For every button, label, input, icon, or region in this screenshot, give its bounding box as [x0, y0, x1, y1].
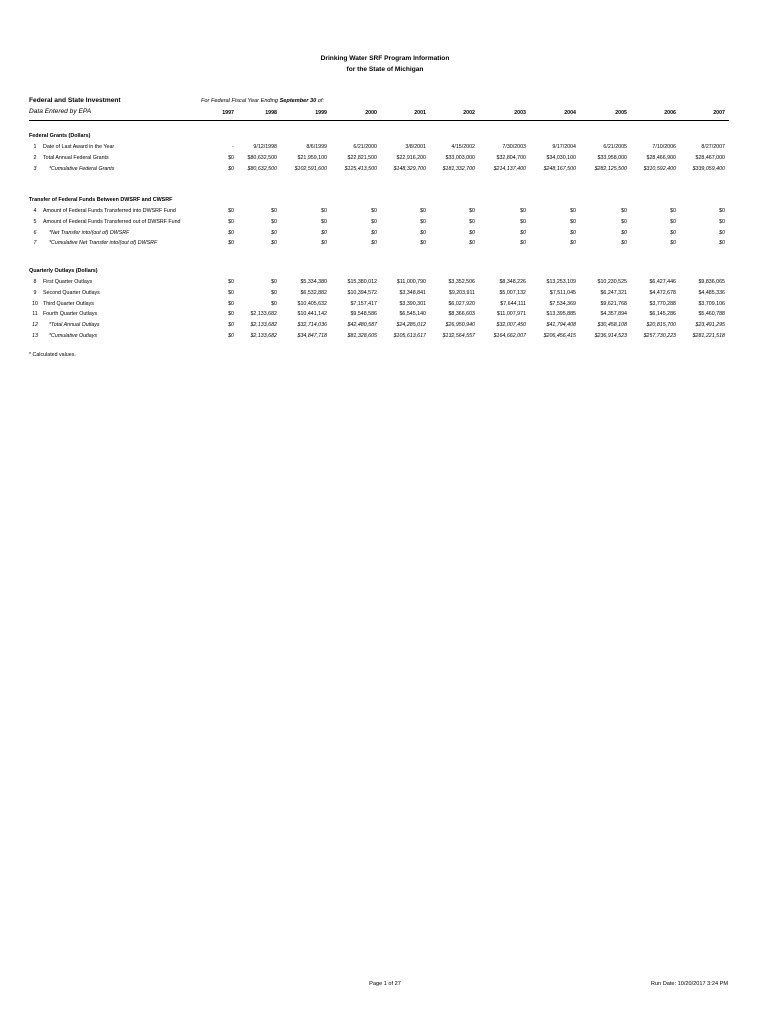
cell-value: $0	[621, 240, 627, 247]
cell-value: $15,380,012	[347, 279, 377, 285]
cell-value: $0	[719, 218, 725, 225]
cell-value: $3,709,106	[698, 300, 725, 307]
cell-value: $0	[321, 218, 327, 225]
cell-value: $26,950,940	[445, 322, 475, 329]
entered-by-label: Data Entered by EPA	[29, 108, 92, 115]
cell-value: $81,328,605	[347, 333, 377, 339]
cell-value: $21,959,100	[297, 154, 327, 161]
table-row	[0, 301, 770, 310]
row-number: 6	[33, 229, 37, 236]
cell-value: $105,613,617	[393, 333, 426, 339]
table-row	[0, 311, 770, 320]
row-number: 4	[33, 208, 37, 214]
cell-value: $0	[271, 279, 277, 285]
cell-value: $11,000,790	[396, 279, 426, 285]
year-header-1997: 1997	[222, 110, 234, 116]
year-header-2000: 2000	[365, 110, 377, 116]
cell-value: $0	[420, 208, 426, 214]
table-row	[0, 230, 770, 239]
cell-value: $0	[469, 208, 475, 214]
cell-value: 3/8/2001	[405, 144, 426, 150]
year-header-2002: 2002	[463, 110, 475, 116]
cell-value: $6,545,140	[399, 311, 426, 318]
cell-value: $0	[570, 208, 576, 214]
row-label: Fourth Quarter Outlays	[43, 311, 98, 318]
row-label: *Cumulative Federal Grants	[49, 165, 115, 172]
row-label: *Cumulative Outlays	[49, 333, 97, 339]
table-row	[0, 240, 770, 249]
cell-value: $0	[520, 208, 526, 214]
section-title: Federal Grants (Dollars)	[29, 133, 91, 139]
cell-value: $0	[621, 218, 627, 225]
cell-value: $0	[469, 229, 475, 236]
cell-value: $0	[228, 311, 234, 318]
cell-value: $9,548,586	[350, 311, 377, 318]
cell-value: $7,511,045	[549, 289, 576, 296]
cell-value: $4,472,678	[649, 289, 676, 296]
table-row	[0, 322, 770, 331]
row-label: Total Annual Federal Grants	[43, 154, 109, 161]
cell-value: $33,003,000	[445, 154, 475, 161]
cell-value: $0	[271, 300, 277, 307]
row-number: 7	[33, 240, 37, 247]
cell-value: $4,485,336	[698, 289, 725, 296]
cell-value: $0	[621, 208, 627, 214]
row-label: Third Quarter Outlays	[43, 300, 94, 307]
cell-value: $10,441,142	[297, 311, 327, 318]
cell-value: 6/21/2005	[603, 144, 627, 150]
table-row	[0, 290, 770, 299]
cell-value: $6,247,321	[600, 289, 627, 296]
cell-value: $0	[228, 289, 234, 296]
cell-value: $7,644,111	[500, 300, 526, 307]
cell-value: $0	[371, 229, 377, 236]
cell-value: $206,456,415	[543, 333, 576, 339]
fy-note-prefix: For Federal Fiscal Year Ending	[201, 98, 280, 104]
cell-value: -	[232, 144, 234, 150]
cell-value: $0	[621, 229, 627, 236]
cell-value: $22,916,200	[396, 154, 426, 161]
cell-value: $6,427,446	[649, 279, 676, 285]
row-label: *Total Annual Outlays	[49, 322, 100, 329]
cell-value: $2,133,682	[250, 322, 277, 329]
row-number: 13	[32, 333, 38, 339]
cell-value: $11,007,971	[496, 311, 526, 318]
row-number: 11	[32, 311, 38, 318]
cell-value: $0	[228, 229, 234, 236]
section-title: Quarterly Outlays (Dollars)	[29, 268, 98, 274]
row-number: 2	[33, 154, 37, 161]
row-label: *Cumulative Net Transfer into/(out of) DWSRF	[49, 240, 158, 247]
cell-value: $0	[228, 300, 234, 307]
cell-value: $0	[321, 240, 327, 247]
row-number: 12	[32, 322, 38, 329]
cell-value: $30,458,108	[597, 322, 627, 329]
cell-value: $34,030,100	[546, 154, 576, 161]
report-title-line1: Drinking Water SRF Program Information	[320, 55, 450, 62]
row-label: Amount of Federal Funds Transferred out of DWSRF Fund	[43, 218, 181, 225]
cell-value: $0	[228, 279, 234, 285]
cell-value: $0	[570, 240, 576, 247]
year-header-2005: 2005	[615, 110, 627, 116]
cell-value: $0	[271, 208, 277, 214]
row-number: 5	[33, 218, 37, 225]
cell-value: $32,714,036	[297, 322, 327, 329]
cell-value: $257,730,223	[643, 333, 676, 339]
cell-value: $0	[520, 229, 526, 236]
cell-value: $0	[719, 208, 725, 214]
cell-value: $28,466,900	[646, 154, 676, 161]
section-title: Transfer of Federal Funds Between DWSRF and CWSRF	[29, 197, 173, 203]
cell-value: $3,348,841	[399, 289, 426, 296]
cell-value: $0	[670, 208, 676, 214]
cell-value: $33,958,000	[597, 154, 627, 161]
cell-value: $0	[321, 208, 327, 214]
cell-value: $13,395,885	[546, 311, 576, 318]
cell-value: $24,285,012	[396, 322, 426, 329]
fiscal-year-note	[201, 98, 324, 104]
investment-label: Federal and State Investment	[29, 97, 121, 104]
cell-value: $7,157,417	[350, 300, 377, 307]
cell-value: $7,534,369	[549, 300, 576, 307]
row-label: Second Quarter Outlays	[43, 289, 100, 296]
cell-value: $0	[228, 154, 234, 161]
row-label: Date of Last Award in the Year	[43, 144, 115, 150]
table-row	[0, 333, 770, 342]
row-label: First Quarter Outlays	[43, 279, 93, 285]
cell-value: 8/6/1999	[306, 144, 327, 150]
cell-value: $339,059,400	[692, 165, 725, 172]
row-label: *Net Transfer into/(out of) DWSRF	[49, 229, 130, 236]
cell-value: $9,621,768	[600, 300, 627, 307]
cell-value: $0	[228, 208, 234, 214]
cell-value: $0	[271, 240, 277, 247]
cell-value: $4,357,894	[600, 311, 627, 318]
report-title-line2: for the State of Michigan	[346, 66, 424, 73]
cell-value: $2,133,682	[250, 333, 277, 339]
cell-value: $281,221,518	[692, 333, 725, 339]
cell-value: $248,167,500	[543, 165, 576, 172]
cell-value: $0	[469, 218, 475, 225]
table-row	[0, 279, 770, 288]
cell-value: 9/12/1998	[253, 144, 277, 150]
cell-value: $28,467,000	[695, 154, 725, 161]
cell-value: $41,794,408	[546, 322, 576, 329]
cell-value: $9,203,911	[448, 289, 475, 296]
cell-value: $125,413,500	[344, 165, 377, 172]
cell-value: $80,632,500	[247, 154, 277, 161]
cell-value: 7/10/2006	[652, 144, 676, 150]
row-label: Amount of Federal Funds Transferred into DWSRF Fund	[43, 208, 176, 214]
cell-value: $214,137,400	[493, 165, 526, 172]
cell-value: $5,334,380	[300, 279, 327, 285]
year-header-2004: 2004	[564, 110, 576, 116]
row-number: 8	[33, 279, 37, 285]
cell-value: 6/21/2000	[353, 144, 377, 150]
year-header-2003: 2003	[514, 110, 526, 116]
cell-value: $5,460,788	[698, 311, 725, 318]
cell-value: $2,133,682	[250, 311, 277, 318]
table-row	[0, 155, 770, 164]
cell-value: $0	[371, 218, 377, 225]
cell-value: $0	[271, 229, 277, 236]
footnote: * Calculated values.	[29, 352, 76, 358]
year-header-1999: 1999	[315, 110, 327, 116]
cell-value: $0	[570, 218, 576, 225]
cell-value: $0	[420, 229, 426, 236]
fy-note-bold: September 30	[279, 98, 317, 104]
cell-value: $32,007,450	[496, 322, 526, 329]
cell-value: $102,591,600	[294, 165, 327, 172]
cell-value: $148,329,700	[393, 165, 426, 172]
cell-value: $0	[670, 218, 676, 225]
cell-value: $10,394,572	[347, 289, 377, 296]
page-number: Page 1 of 27	[369, 981, 401, 987]
cell-value: $0	[719, 229, 725, 236]
row-number: 9	[33, 289, 37, 296]
cell-value: 8/27/2007	[701, 144, 725, 150]
row-number: 1	[33, 144, 37, 150]
table-row	[0, 219, 770, 228]
cell-value: $282,125,500	[594, 165, 627, 172]
table-row	[0, 144, 770, 153]
cell-value: $10,230,525	[597, 279, 627, 285]
cell-value: $164,662,007	[493, 333, 526, 339]
table-row	[0, 166, 770, 175]
cell-value: $236,914,523	[594, 333, 627, 339]
cell-value: $0	[570, 229, 576, 236]
year-header-1998: 1998	[265, 110, 277, 116]
cell-value: $0	[719, 240, 725, 247]
cell-value: $42,480,587	[347, 322, 377, 329]
cell-value: $3,770,288	[649, 300, 676, 307]
cell-value: $6,532,882	[300, 289, 327, 296]
cell-value: $22,821,500	[347, 154, 377, 161]
cell-value: $34,847,718	[297, 333, 327, 339]
cell-value: $32,804,700	[496, 154, 526, 161]
cell-value: $80,632,500	[247, 165, 277, 172]
cell-value: $181,332,700	[442, 165, 475, 172]
cell-value: $0	[469, 240, 475, 247]
cell-value: $0	[228, 333, 234, 339]
cell-value: $23,491,295	[695, 322, 725, 329]
cell-value: $8,348,226	[499, 279, 526, 285]
run-date: Run Date: 10/20/2017 3:24 PM	[650, 981, 728, 987]
cell-value: $0	[228, 218, 234, 225]
cell-value: $6,145,286	[649, 311, 676, 318]
row-number: 3	[33, 165, 37, 172]
cell-value: $0	[228, 240, 234, 247]
cell-value: 7/30/2003	[502, 144, 526, 150]
cell-value: $9,836,065	[698, 279, 725, 285]
cell-value: $13,253,109	[546, 279, 576, 285]
year-header-2001: 2001	[414, 110, 426, 116]
cell-value: $0	[371, 240, 377, 247]
cell-value: $0	[420, 218, 426, 225]
cell-value: $132,564,557	[442, 333, 475, 339]
cell-value: $0	[670, 229, 676, 236]
fy-note-suffix: of:	[316, 98, 325, 104]
cell-value: $0	[271, 218, 277, 225]
year-header-2007: 2007	[713, 110, 725, 116]
cell-value: $6,027,920	[448, 300, 475, 307]
cell-value: $3,352,506	[448, 279, 475, 285]
cell-value: $5,007,132	[499, 289, 526, 296]
row-number: 10	[32, 300, 38, 307]
cell-value: $0	[271, 289, 277, 296]
cell-value: 4/15/2002	[451, 144, 475, 150]
table-row	[0, 208, 770, 217]
cell-value: $310,592,400	[643, 165, 676, 172]
cell-value: $0	[420, 240, 426, 247]
cell-value: $3,390,301	[399, 300, 426, 307]
cell-value: $0	[228, 322, 234, 329]
cell-value: $10,405,632	[297, 300, 327, 307]
cell-value: $0	[670, 240, 676, 247]
header-rule	[29, 120, 729, 121]
cell-value: $0	[520, 240, 526, 247]
cell-value: $0	[520, 218, 526, 225]
cell-value: $20,815,700	[646, 322, 676, 329]
cell-value: 9/17/2004	[552, 144, 576, 150]
cell-value: $8,366,603	[448, 311, 475, 318]
year-header-2006: 2006	[664, 110, 676, 116]
cell-value: $0	[321, 229, 327, 236]
cell-value: $0	[371, 208, 377, 214]
cell-value: $0	[228, 165, 234, 172]
